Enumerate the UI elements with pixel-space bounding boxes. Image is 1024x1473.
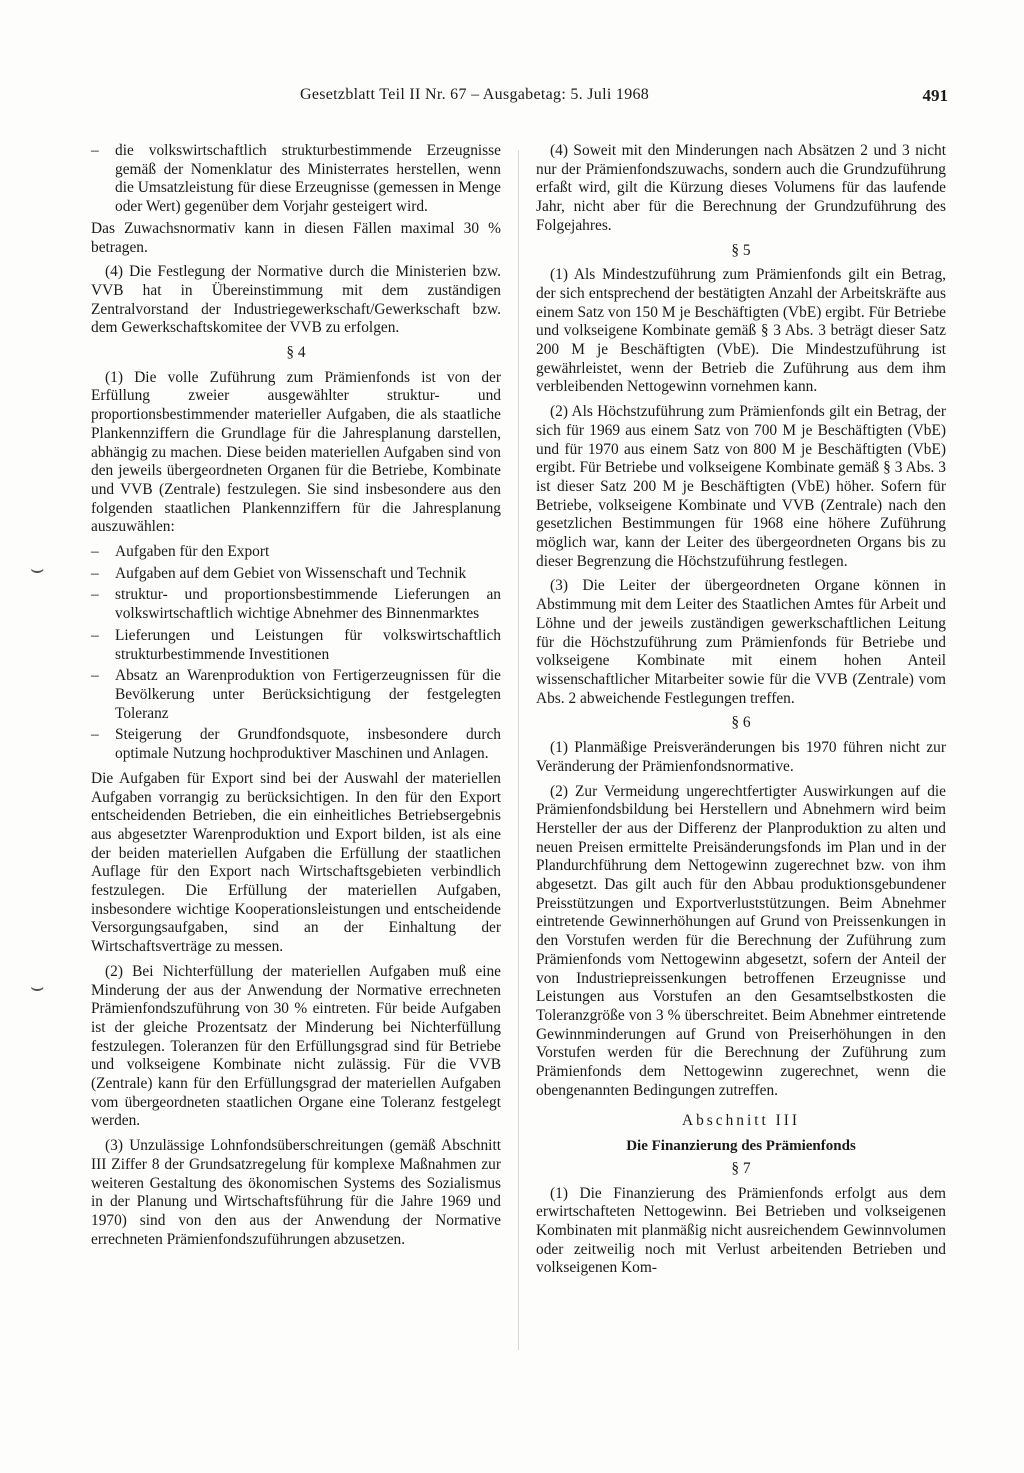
margin-annotation-mark: ⌣ [30, 974, 45, 999]
list-item: – Absatz an Warenproduktion von Fertigerzeugnissen für die Bevölkerung unter Berücksichtigung der festgelegten Toleranz [91, 667, 501, 722]
list-item: – struktur- und proportionsbestimmende Lieferungen an volkswirtschaftlich wichtige Abnehmer des Binnenmarktes [91, 586, 501, 623]
page-header [300, 86, 948, 108]
list-item-text: Aufgaben für den Export [115, 543, 270, 561]
right-column [536, 142, 946, 1284]
list-item: – Steigerung der Grundfondsquote, insbesondere durch optimale Nutzung hochproduktiver Maschinen und Anlagen. [91, 726, 501, 763]
paragraph: Die Aufgaben für Export sind bei der Auswahl der materiellen Aufgaben vorrangig zu berücksichtigen. In den für den Export entscheidenden Betrieben, die ein einheitliches Betriebsergebnis aus abgesetzter Warenproduktion und Export bilden, ist als eine der beiden materiellen Aufgaben die Erfüllung der staatlichen Auflage für den Export nach Wirtschaftsgebieten verbindlich festzulegen. Die Erfüllung der materiellen Aufgaben, insbesondere wichtige Kooperationsleistungen und entscheidende Versorgungsaufgaben, sind an der Einhaltung der Wirtschaftsverträge zu messen. [91, 769, 501, 956]
list-item: – Aufgaben für den Export [91, 543, 501, 562]
paragraph: (1) Die volle Zuführung zum Prämienfonds ist von der Erfüllung zweier ausgewählter struktur- und proportionsbestimmender materieller Aufgaben, die als staatliche Plankennziffern die Grundlage für die Jahresplanung darstellen, abhängig zu machen. Diese beiden materiellen Aufgaben sind von den jeweils übergeordneten Organen für die Betriebe, Kombinate und VVB (Zentrale) festzulegen. Sie sind insbesondere aus den folgenden staatlichen Plankennziffern für die Jahresplanung auszuwählen: [91, 368, 501, 536]
chapter-title: Die Finanzierung des Prämienfonds [626, 1138, 856, 1155]
chapter-heading: Abschnitt III [681, 1112, 801, 1130]
paragraph: (2) Als Höchstzuführung zum Prämienfonds gilt ein Betrag, der sich für 1969 aus einem Satz von 700 M je Beschäftigten (VbE) und für 1970 aus einem Satz von 800 M je Beschäftigten (VbE) ergibt. Für Betriebe und volkseigene Kombinate gemäß § 3 Abs. 3 ist dieser Satz 200 M je Beschäftigten (VbE) höher. Sofern für Betriebe, volkseigene Kombinate und VVB (Zentrale) nach den gesetzlichen Bestimmungen für 1968 eine höhere Zuführung möglich war, kann der Leiter des übergeordneten Organs bis zu dieser Begrenzung die Höchstzuführung festlegen. [536, 403, 946, 570]
list-item-text: Absatz an Warenproduktion von Fertigerzeugnissen für die Bevölkerung unter Berücksichtigung der festgelegten Toleranz [115, 667, 501, 722]
list-item-text: Steigerung der Grundfondsquote, insbesondere durch optimale Nutzung hochproduktiver Maschinen und Anlagen. [115, 726, 501, 763]
paragraph: (2) Zur Vermeidung ungerechtfertigter Auswirkungen auf die Prämienfondsbildung bei Herstellern und Abnehmern wird beim Hersteller der aus der Differenz der Planproduktion zu alten und neuen Preisen ermittelte Preisänderungsfonds im Plan und in der Plandurchführung dem Nettogewinn zugerechnet bzw. von ihm abgesetzt. Das gilt auch für den Abbau produktionsgebundener Preisstützungen und Exportverluststützungen. Beim Abnehmer eintretende Gewinnerhöhungen auf Grund von Preissenkungen in den Vorstufen werden für die Berechnung der Zuführung zum Prämienfonds vom Nettogewinn abgesetzt, sofern der Anteil der von Industriepreissenkungen betroffenen Erzeugnisse und Leistungen aus Vorstufen an den Gesamtselbstkosten die Toleranzgröße von 3 % überschreitet. Beim Abnehmer eintretende Gewinnminderungen auf Grund von Preiserhöhungen in den Vorstufen werden für die Berechnung der Zuführung zum Prämienfonds dem Nettogewinn zugerechnet, wenn die obengenannten Bedingungen zutreffen. [536, 782, 946, 1099]
list-item-text: struktur- und proportionsbestimmende Lieferungen an volkswirtschaftlich wichtige Abnehmer des Binnenmarktes [115, 586, 501, 623]
section-heading: § 6 [731, 714, 751, 732]
list-item-text: Aufgaben auf dem Gebiet von Wissenschaft und Technik [115, 564, 467, 582]
paragraph: (1) Als Mindestzuführung zum Prämienfonds gilt ein Betrag, der sich entsprechend der bestätigten Anzahl der Arbeitskräfte aus einem Satz von 150 M je Beschäftigten (VbE) ergibt. Für Betriebe und volkseigene Kombinate gemäß § 3 Abs. 3 beträgt dieser Satz 200 M je Beschäftigten (VbE). Die Mindestzuführung ist gewährleistet, wenn der Betrieb die Zuführung aus dem ihm verbleibenden Nettogewinn vornehmen kann. [536, 266, 946, 396]
paragraph: Das Zuwachsnormativ kann in diesen Fällen maximal 30 % betragen. [91, 219, 501, 256]
paragraph: (1) Planmäßige Preisveränderungen bis 1970 führen nicht zur Veränderung der Prämienfondsnormative. [536, 739, 946, 775]
column-divider [518, 150, 519, 1350]
paragraph: (2) Bei Nichterfüllung der materiellen Aufgaben muß eine Minderung der aus der Anwendung der Normative errechneten Prämienfondszuführung von 30 % eintreten. Für beide Aufgaben ist der gleiche Prozentsatz der Minderung bei Nichterfüllung festzulegen. Toleranzen für den Erfüllungsgrad sind für Betriebe und volkseigene Kombinate nicht zulässig. Für die VVB (Zentrale) kann für den Erfüllungsgrad der materiellen Aufgaben vom übergeordneten staatlichen Organe eine Toleranz festgelegt werden. [91, 962, 501, 1130]
paragraph: (3) Unzulässige Lohnfondsüberschreitungen (gemäß Abschnitt III Ziffer 8 der Grundsatzregelung für komplexe Maßnahmen zur weiteren Gestaltung des ökonomischen Systems des Sozialismus in der Planung und Wirtschaftsführung für die Jahre 1969 und 1970) sind von den aus der Anwendung der Normative errechneten Prämienfondszuführungen abzusetzen. [91, 1137, 501, 1248]
list-item: – Lieferungen und Leistungen für volkswirtschaftlich strukturbestimmende Investitionen [91, 626, 501, 663]
left-column [91, 142, 501, 1255]
paragraph: (3) Die Leiter der übergeordneten Organe können in Abstimmung mit dem Leiter des Staatlichen Amtes für Arbeit und Löhne und der jeweils zuständigen gewerkschaftlichen Leitung für die Höchstzuführung zum Prämienfonds für Betriebe und volkseigene Kombinate mit einem hohen Anteil wissenschaftlicher Mitarbeiter sowie für die VVB (Zentrale) vom Abs. 2 abweichende Festlegungen treffen. [536, 577, 946, 707]
paragraph: (1) Die Finanzierung des Prämienfonds erfolgt aus dem erwirtschafteten Nettogewinn. Bei Betrieben und volkseigenen Kombinaten mit planmäßig nicht ausreichendem Gewinnvolumen oder zeitweilig noch mit Verlust arbeitenden Betrieben und volkseigenen Kom- [536, 1184, 946, 1277]
running-title: Gesetzblatt Teil II Nr. 67 – Ausgabetag: 5. Juli 1968 [300, 86, 650, 103]
paragraph: (4) Die Festlegung der Normative durch die Ministerien bzw. VVB hat in Übereinstimmung mit dem zuständigen Zentralvorstand der Industriegewerkschaft/Gewerkschaft bzw. dem Gewerkschaftskomitee der VVB zu erfolgen. [91, 263, 501, 337]
list-item: – die volkswirtschaftlich strukturbestimmende Erzeugnisse gemäß der Nomenklatur des Ministerrates herstellen, wenn die Umsatzleistung für diese Erzeugnisse (gemessen in Menge oder Wert) gegenüber dem Vorjahr gesteigert wird. [91, 142, 501, 216]
section-heading: § 5 [731, 241, 751, 259]
list-item-text: Lieferungen und Leistungen für volkswirtschaftlich strukturbestimmende Investitionen [115, 626, 501, 663]
page-number: 491 [922, 86, 948, 105]
margin-annotation-mark: ⌣ [30, 556, 45, 581]
list-item-text: die volkswirtschaftlich strukturbestimmende Erzeugnisse gemäß der Nomenklatur des Ministerrates herstellen, wenn die Umsatzleistung für diese Erzeugnisse (gemessen in Menge oder Wert) gegenüber dem Vorjahr gesteigert wird. [115, 142, 501, 216]
section-heading: § 4 [286, 344, 306, 362]
paragraph: (4) Soweit mit den Minderungen nach Absätzen 2 und 3 nicht nur der Prämienfondszuwachs, sondern auch die Grundzuführung erfaßt wird, gilt die Kürzung dieses Volumens für das laufende Jahr, nicht aber für die Berechnung der Grundzuführung des Folgejahres. [536, 142, 946, 234]
section-heading: § 7 [731, 1159, 751, 1177]
list-item: – Aufgaben auf dem Gebiet von Wissenschaft und Technik [91, 565, 501, 584]
